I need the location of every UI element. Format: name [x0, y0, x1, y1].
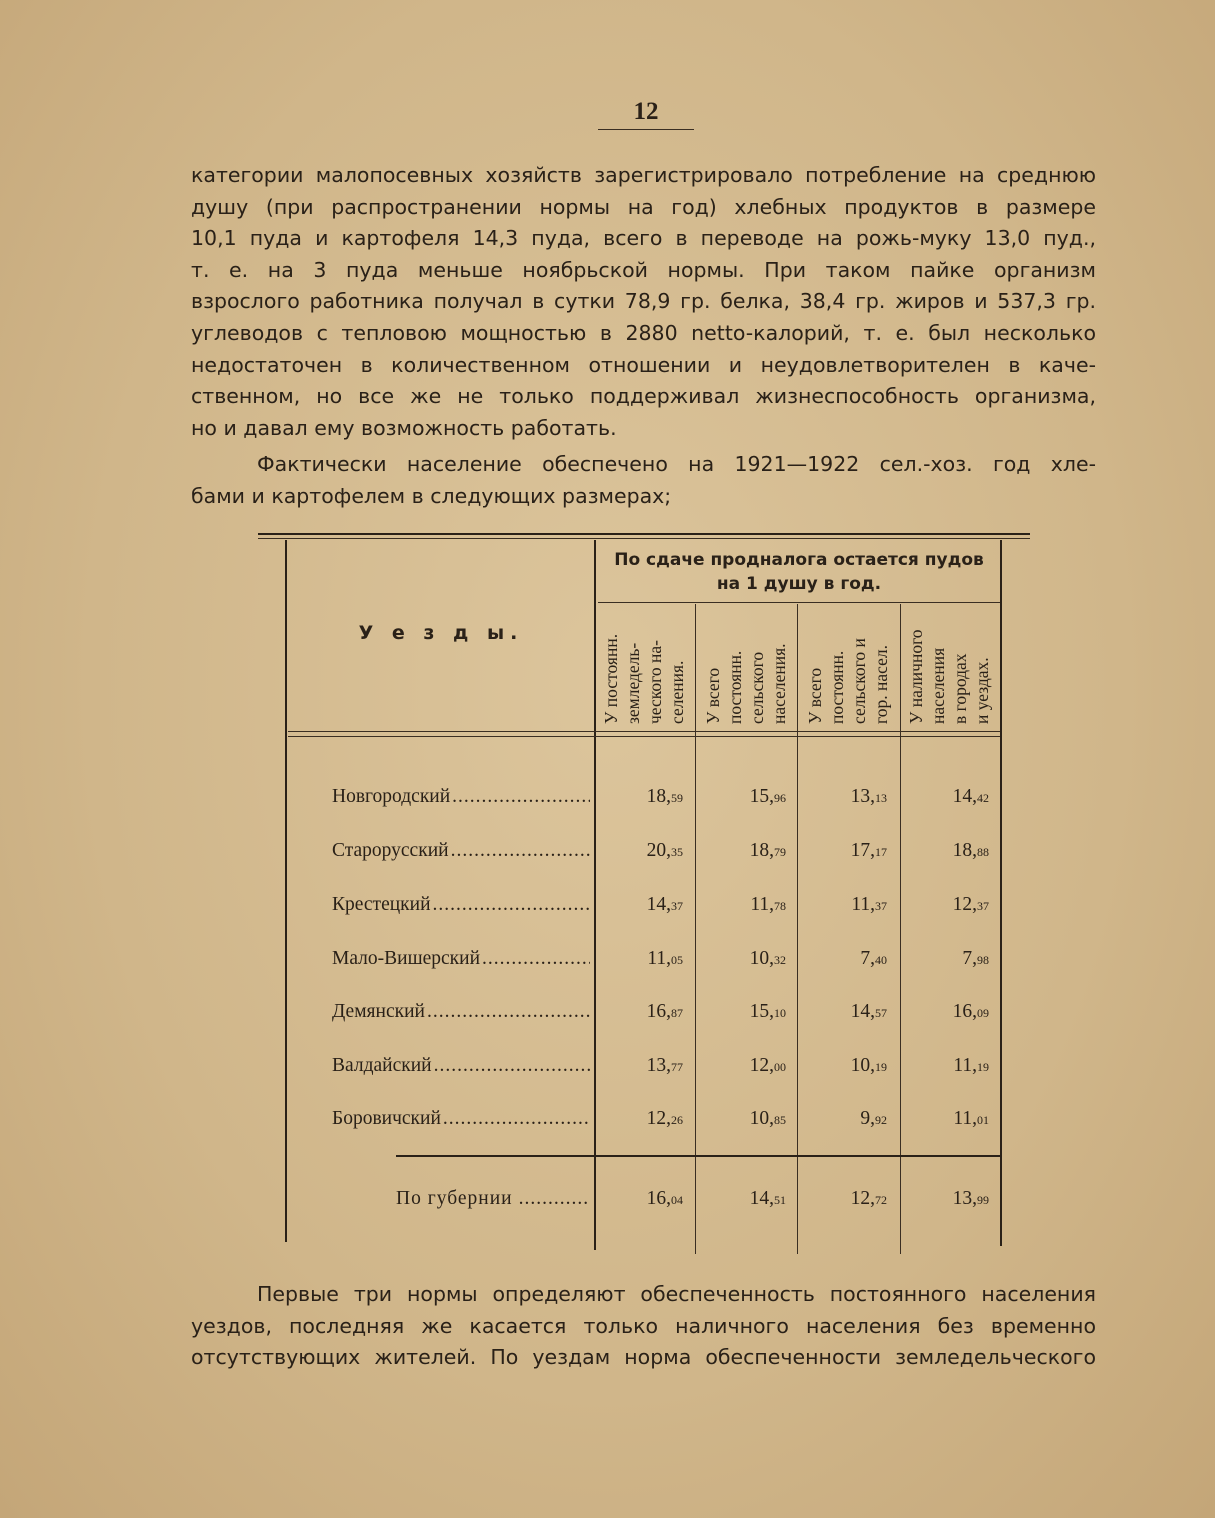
total-row-name	[396, 1188, 590, 1210]
table-cell: 16,09	[952, 1001, 989, 1022]
row-name-text: Боровичский	[332, 1108, 441, 1129]
table-col-divider	[594, 540, 596, 1250]
cell-integer: 10	[749, 1108, 770, 1129]
sub-header-line: селения.	[667, 660, 687, 724]
row-name	[332, 948, 590, 970]
row-name	[332, 1108, 590, 1130]
row-name	[332, 894, 590, 916]
sub-header	[702, 643, 790, 724]
page-number: 12	[633, 98, 659, 125]
row-name	[332, 1055, 590, 1077]
dot-leader	[443, 1108, 590, 1130]
table-cell: 11,01	[953, 1108, 989, 1129]
cell-fraction: 13	[875, 791, 887, 805]
table-cell: 12,26	[646, 1108, 683, 1129]
sub-header-line: У наличного	[906, 629, 926, 724]
cell-fraction: 00	[774, 1060, 786, 1074]
table-cell: 7,98	[962, 948, 989, 969]
header-uezdy: У е з д ы.	[358, 622, 524, 644]
cell-integer: 15	[749, 1001, 770, 1022]
table-cell: 18,59	[646, 786, 683, 807]
sub-header-line: населения	[928, 647, 948, 724]
table-cell: 12,00	[749, 1055, 786, 1076]
text-line: бами и картофелем в следующих размерах;	[191, 483, 672, 508]
cell-integer: 7	[962, 948, 973, 969]
row-name-text: Демянский	[332, 1001, 425, 1022]
cell-integer: 12	[749, 1055, 770, 1076]
cell-fraction: 32	[774, 953, 786, 967]
cell-fraction: 04	[671, 1193, 683, 1207]
table-cell: 11,78	[750, 894, 786, 915]
dot-leader	[452, 786, 590, 808]
header-group	[598, 548, 1000, 596]
cell-fraction: 05	[671, 953, 683, 967]
sub-header-line: гор. насел.	[871, 645, 891, 724]
text-line: уездов, последняя же касается только наличного населения без временно	[191, 1313, 1096, 1338]
paragraph-3	[191, 1279, 1096, 1374]
text-line: категории малопосевных хозяйств зарегистрировало потребление на среднюю	[191, 163, 1096, 187]
cell-integer: 12	[646, 1108, 667, 1129]
sub-header	[804, 638, 892, 724]
row-name-text: Старорусский	[332, 840, 449, 861]
cell-fraction: 09	[977, 1006, 989, 1020]
table-cell: 11,19	[953, 1055, 989, 1076]
cell-integer: 17	[850, 840, 871, 861]
text-line: но и давал ему возможность работать.	[191, 415, 617, 440]
row-name	[332, 840, 590, 862]
cell-integer: 9	[860, 1108, 871, 1129]
cell-fraction: 37	[671, 899, 683, 913]
cell-integer: 10	[749, 948, 770, 969]
row-name	[332, 1001, 590, 1023]
sub-header	[600, 634, 688, 724]
text-line: ственном, но все же не только поддерживал жизнеспособность организма,	[191, 384, 1096, 409]
sub-header	[905, 629, 993, 724]
table-cell: 12,72	[850, 1188, 887, 1209]
cell-integer: 13	[850, 786, 871, 807]
table-cell: 18,79	[749, 840, 786, 861]
header-group-line1: По сдаче продналога остается пудов	[614, 550, 984, 570]
text-line: отсутствующих жителей. По уездам норма обеспеченности земледельческого	[191, 1345, 1096, 1370]
dot-leader	[482, 948, 590, 970]
sub-header-line: ческого на-	[645, 640, 665, 724]
header-bottom-rule-2	[288, 736, 1000, 737]
cell-integer: 20	[646, 840, 667, 861]
table-cell: 14,51	[749, 1188, 786, 1209]
cell-fraction: 88	[977, 845, 989, 859]
table-cell: 14,42	[952, 786, 989, 807]
table-top-rule	[258, 533, 1030, 535]
text-line: углеводов с тепловою мощностью в 2880 netto-калорий, т. е. был несколько	[191, 320, 1096, 345]
table-cell: 10,32	[749, 948, 786, 969]
row-name-text: Мало-Вишерский	[332, 948, 481, 969]
cell-fraction: 42	[977, 791, 989, 805]
cell-integer: 13	[952, 1188, 973, 1209]
total-row-text: По губернии	[396, 1188, 513, 1209]
cell-integer: 16	[646, 1188, 667, 1209]
text-line: душу (при распространении нормы на год) хлебных продуктов в размере	[191, 194, 1096, 219]
paragraph-2	[191, 449, 1096, 512]
text-line: Фактически население обеспечено на 1921—1922 сел.-хоз. год хле-	[257, 452, 1096, 476]
row-name	[332, 786, 590, 808]
cell-fraction: 19	[875, 1060, 887, 1074]
text-line: недостаточен в количественном отношении и неудовлетворителен в каче-	[191, 352, 1096, 377]
cell-integer: 12	[952, 894, 973, 915]
cell-fraction: 10	[774, 1006, 786, 1020]
cell-integer: 14	[850, 1001, 871, 1022]
row-name-text: Крестецкий	[332, 894, 431, 915]
header-group-line2: на 1 душу в год.	[716, 574, 882, 594]
row-name-text: Новгородский	[332, 786, 451, 807]
cell-fraction: 51	[774, 1193, 786, 1207]
table-cell: 12,37	[952, 894, 989, 915]
table-cell: 7,40	[860, 948, 887, 969]
cell-integer: 11	[647, 948, 667, 969]
total-rule	[396, 1155, 1000, 1157]
cell-integer: 10	[850, 1055, 871, 1076]
table-left-border	[285, 540, 287, 1242]
cell-integer: 18	[749, 840, 770, 861]
table-cell: 9,92	[860, 1108, 887, 1129]
cell-fraction: 19	[977, 1060, 989, 1074]
table-cell: 10,19	[850, 1055, 887, 1076]
sub-header-line: сельского и	[849, 638, 869, 724]
table-cell: 16,87	[646, 1001, 683, 1022]
cell-fraction: 17	[875, 845, 887, 859]
cell-fraction: 96	[774, 791, 786, 805]
cell-fraction: 92	[875, 1113, 887, 1127]
table-cell: 13,77	[646, 1055, 683, 1076]
cell-fraction: 37	[977, 899, 989, 913]
text-line: взрослого работника получал в сутки 78,9 гр. белка, 38,4 гр. жиров и 537,3 гр.	[191, 289, 1096, 314]
paragraph-1	[191, 160, 1096, 444]
dot-leader	[451, 840, 590, 862]
cell-fraction: 99	[977, 1193, 989, 1207]
cell-integer: 14	[646, 894, 667, 915]
cell-fraction: 87	[671, 1006, 683, 1020]
cell-integer: 18	[646, 786, 667, 807]
cell-fraction: 57	[875, 1006, 887, 1020]
cell-fraction: 26	[671, 1113, 683, 1127]
cell-fraction: 77	[671, 1060, 683, 1074]
dot-leader	[519, 1188, 590, 1210]
cell-integer: 18	[952, 840, 973, 861]
cell-fraction: 78	[774, 899, 786, 913]
table-top-rule-thin	[258, 538, 1030, 539]
table-cell: 18,88	[952, 840, 989, 861]
table-cell: 14,37	[646, 894, 683, 915]
table-cell: 11,37	[851, 894, 887, 915]
sub-header-line: и уездах.	[972, 657, 992, 724]
text-line: т. е. на 3 пуда меньше ноябрьской нормы. При таком пайке организм	[191, 257, 1096, 282]
group-header-rule	[598, 602, 1000, 603]
table-cell: 13,99	[952, 1188, 989, 1209]
cell-fraction: 85	[774, 1113, 786, 1127]
table-cell: 14,57	[850, 1001, 887, 1022]
table-cell: 16,04	[646, 1188, 683, 1209]
cell-integer: 15	[749, 786, 770, 807]
dot-leader	[427, 1001, 590, 1023]
cell-integer: 16	[952, 1001, 973, 1022]
table-cell: 10,85	[749, 1108, 786, 1129]
cell-integer: 14	[952, 786, 973, 807]
cell-integer: 16	[646, 1001, 667, 1022]
row-name-text: Валдайский	[332, 1055, 432, 1076]
page-number-rule	[598, 129, 694, 130]
table-cell: 15,96	[749, 786, 786, 807]
cell-fraction: 01	[977, 1113, 989, 1127]
cell-integer: 7	[860, 948, 871, 969]
cell-integer: 13	[646, 1055, 667, 1076]
text-line: Первые три нормы определяют обеспеченность постоянного населения	[257, 1282, 1096, 1306]
cell-integer: 11	[851, 894, 871, 915]
dot-leader	[434, 1055, 590, 1077]
sub-header-line: земледель-	[623, 642, 643, 724]
cell-fraction: 35	[671, 845, 683, 859]
table-cell: 11,05	[647, 948, 683, 969]
sub-header-line: постоянн.	[827, 650, 847, 724]
cell-fraction: 72	[875, 1193, 887, 1207]
cell-integer: 12	[850, 1188, 871, 1209]
sub-header-line: населения.	[769, 643, 789, 724]
sub-header-line: У постоянн.	[601, 633, 621, 724]
sub-header-line: в городах	[950, 653, 970, 724]
header-bottom-rule	[288, 731, 1000, 732]
cell-integer: 11	[953, 1055, 973, 1076]
sub-header-line: постоянн.	[725, 650, 745, 724]
table-cell: 13,13	[850, 786, 887, 807]
table-cell: 20,35	[646, 840, 683, 861]
sub-header-line: сельского	[747, 651, 767, 724]
cell-integer: 14	[749, 1188, 770, 1209]
cell-fraction: 40	[875, 953, 887, 967]
cell-fraction: 59	[671, 791, 683, 805]
cell-fraction: 98	[977, 953, 989, 967]
table-cell: 17,17	[850, 840, 887, 861]
cell-fraction: 79	[774, 845, 786, 859]
table-right-border	[1000, 540, 1002, 1246]
table-cell: 15,10	[749, 1001, 786, 1022]
text-line: 10,1 пуда и картофеля 14,3 пуда, всего в переводе на рожь-муку 13,0 пуд.,	[191, 226, 1096, 251]
cell-integer: 11	[953, 1108, 973, 1129]
cell-integer: 11	[750, 894, 770, 915]
dot-leader	[433, 894, 590, 916]
cell-fraction: 37	[875, 899, 887, 913]
sub-header-line: У всего	[703, 667, 723, 724]
sub-header-line: У всего	[805, 667, 825, 724]
